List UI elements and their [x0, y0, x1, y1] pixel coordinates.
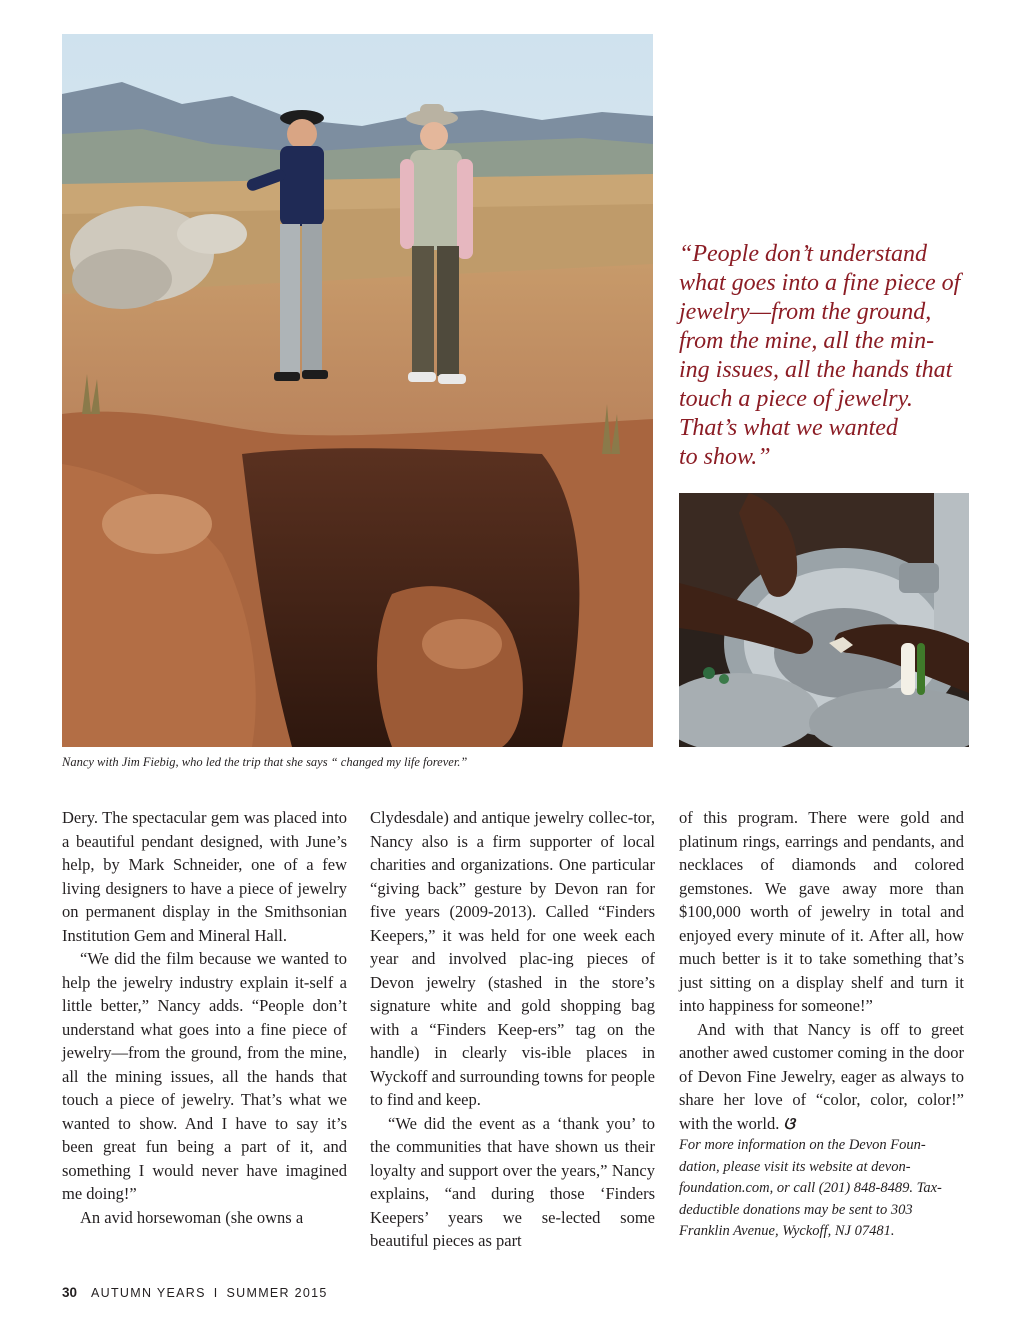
paragraph: “We did the film because we wanted to help the jewelry industry explain it-self a little better,” Nancy adds. “People don’t understand what goes into a fine piece of jewelry—from the ground, from the mine, all the mining issues, all the hands that touch a piece of jewelry. That’s what we wanted to show. And I have to say it’s been great fun being a part of it, and something I would never have imagined me doing!” [62, 949, 347, 1203]
text-column-2 [370, 806, 655, 1253]
page-number: 30 [62, 1285, 78, 1300]
pull-quote-line: to show.” [679, 444, 771, 470]
publication-name: AUTUMN YEARS [91, 1286, 206, 1300]
text-column-3 [679, 806, 964, 1243]
pull-quote-line: from the mine, all the min- [679, 328, 935, 354]
photo-caption: Nancy with Jim Fiebig, who led the trip that she says “ changed my life forever.” [62, 755, 468, 769]
main-photo [62, 34, 653, 747]
paragraph: of this program. There were gold and platinum rings, earrings and pendants, and necklaces of diamonds and colored gemstones. We gave away more than $100,000 worth of jewelry in total and enjoyed every minute of it. After all, how much better is it to take something that’s just sitting on a display shelf and turn it into happiness for someone!” [679, 808, 964, 1015]
paragraph [679, 1018, 964, 1136]
foundation-info: For more information on the Devon Foun-dation, please visit its website at devon-foundation.com, or call (201) 848-8489. Tax-deductible donations may be sent to 303 Franklin Avenue, Wyckoff, NJ 07481. [679, 1137, 942, 1239]
pull-quote [679, 240, 979, 472]
end-mark-icon: ଓ [783, 1113, 795, 1133]
page-footer [62, 1285, 328, 1300]
issue-date: SUMMER 2015 [226, 1286, 328, 1300]
paragraph: Clydesdale) and antique jewelry collec-tor, Nancy also is a firm supporter of local charities and organizations. One particular “giving back” gesture by Devon ran for five years (2009-2013). Called “Finders Keepers,” it was held for one week each year and involved plac-ing pieces of Devon jewelry (stashed in the store’s signature white and gold shopping bag with a “Finders Keep-ers” tag on the handle) in clearly vis-ible places in Wyckoff and surrounding towns for people to find and keep. [370, 808, 655, 1109]
paragraph-text: And with that Nancy is off to greet another awed customer coming in the door of Devon Fine Jewelry, eager as always to share her love of “color, color, color!” with the world. [679, 1019, 964, 1133]
side-photo [679, 493, 969, 747]
pull-quote-line: “People don’t understand [679, 241, 927, 267]
pull-quote-line: ing issues, all the hands that [679, 357, 953, 383]
pull-quote-line: touch a piece of jewelry. [679, 386, 913, 412]
paragraph: “We did the event as a ‘thank you’ to the communities that have shown us their loyalty and support over the years,” Nancy explains, “and during those ‘Finders Keepers’ years we se-lected some beautiful pieces as part [370, 1113, 655, 1250]
footer-separator: I [213, 1286, 219, 1300]
text-column-1 [62, 806, 347, 1229]
pull-quote-line: jewelry—from the ground, [679, 299, 932, 325]
paragraph: Dery. The spectacular gem was placed into a beautiful pendant designed, with June’s help, by Mark Schneider, one of a few living designers to have a piece of jewelry on permanent display in the Smithsonian Institution Gem and Mineral Hall. [62, 808, 347, 945]
pull-quote-line: That’s what we wanted [679, 415, 898, 441]
paragraph: An avid horsewoman (she owns a [80, 1207, 304, 1227]
pull-quote-line: what goes into a fine piece of [679, 270, 961, 296]
